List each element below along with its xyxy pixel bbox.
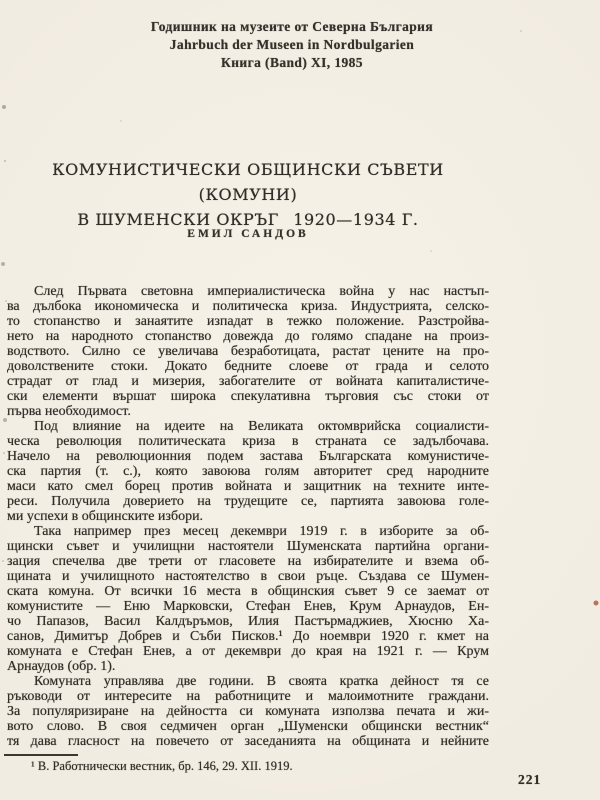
- article-title-line1: КОМУНИСТИЧЕСКИ ОБЩИНСКИ СЪВЕТИ (КОМУНИ): [52, 160, 444, 204]
- body-line: ска партия (т. с.), която завоюва голям авторитет сред народните: [7, 464, 489, 479]
- body-line: първа необходимост.: [7, 404, 131, 419]
- body-line: Под влияние на идеите на Великата октомврийска социалисти-: [34, 419, 489, 434]
- body-line: Арнаудов (обр. 1).: [7, 659, 116, 674]
- journal-title-bg: Годишник на музеите от Северна България: [150, 19, 434, 34]
- paragraph: [7, 419, 489, 524]
- body-line: щински съвет и училищни настоятели Шуменската партийна органи-: [7, 539, 489, 554]
- body-line: ръководи от интересите на работниците и малоимотните граждани.: [7, 689, 489, 704]
- body-line: реси. Получила доверието на трудещите се, партията завоюва голе-: [7, 494, 489, 509]
- article-author: ЕМИЛ САНДОВ: [187, 228, 309, 240]
- journal-title-de: Jahrbuch der Museen in Nordbulgarien: [169, 37, 415, 52]
- journal-header: [52, 18, 532, 72]
- body-line: страдат от глад и мизерия, забогателите от войната капиталистиче-: [7, 374, 489, 389]
- article-title-line2: В ШУМЕНСКИ ОКРЪГ 1920—1934 Г.: [77, 210, 419, 229]
- body-line: нето на народното стопанство довежда до голямо спадане на произ-: [7, 329, 489, 344]
- paragraph: [7, 284, 489, 419]
- footnote: ¹ В. Работнически вестник, бр. 146, 29. XII. 1919.: [31, 759, 293, 773]
- page-number: 221: [518, 772, 542, 787]
- body-line: водството. Силно се увеличава безработицата, растат цените на про-: [7, 344, 489, 359]
- body-line: то стопанство и занаятите изпадат в тежко положение. Разстройва-: [7, 314, 489, 329]
- body-line: ческа революция политическата криза в страната се задълбочава.: [7, 434, 489, 449]
- body-line: санов, Димитър Добрев и Съби Писков.¹ До ноември 1920 г. кмет на: [7, 629, 489, 644]
- body-line: След Първата световна империалистическа война у нас настъп-: [34, 284, 489, 299]
- body-line: Начело на революционния подем застава Българската комунистиче-: [7, 449, 489, 464]
- body-line: тя дава гласност на повечето от заседанията на общината и нейните: [7, 734, 489, 749]
- article-title: [7, 157, 489, 232]
- body-line: ски елементи вършат широка спекулативна търговия със стоки от: [7, 389, 489, 404]
- body-line: комунистите — Еню Марковски, Стефан Енев, Крум Арнаудов, Ен-: [7, 599, 489, 614]
- body-line: За популяризиране на дейността си комуната използва печата и жи-: [7, 704, 489, 719]
- body-line: ската комуна. От всички 16 места в общинския съвет 9 се заемат от: [7, 584, 489, 599]
- body-line: ва дълбока икономическа и политическа криза. Индустрията, селско-: [7, 299, 489, 314]
- body-line: щината и училищното настоятелство в свои ръце. Създава се Шумен-: [7, 569, 489, 584]
- body-line: доволствените стоки. Докато бедните слоеве от града и селото: [7, 359, 489, 374]
- body-line: вото слово. В своя седмичен орган „Шуменски общински вестник“: [7, 719, 489, 734]
- body-line: Комуната управлява две години. В своята кратка дейност тя се: [34, 674, 489, 689]
- body-line: ми успехи в общинските избори.: [7, 509, 204, 524]
- body-line: Така например през месец декември 1919 г. в изборите за об-: [34, 524, 489, 539]
- body-line: зация спечелва две трети от гласовете на избирателите и взема об-: [7, 554, 489, 569]
- body-line: комуната е Стефан Енев, а от декември до края на 1921 г. — Крум: [7, 644, 489, 659]
- article-body: [7, 284, 489, 749]
- scan-speckles: [0, 0, 2, 2]
- body-line: маси като смел борец против войната и защитник на техните инте-: [7, 479, 489, 494]
- paragraph: [7, 674, 489, 749]
- journal-volume: Книга (Band) XI, 1985: [221, 55, 363, 70]
- body-line: чо Папазов, Васил Калдъръмов, Илия Пастърмаджиев, Хюсню Ха-: [7, 614, 489, 629]
- paragraph: [7, 524, 489, 674]
- footnote-rule: [4, 754, 78, 756]
